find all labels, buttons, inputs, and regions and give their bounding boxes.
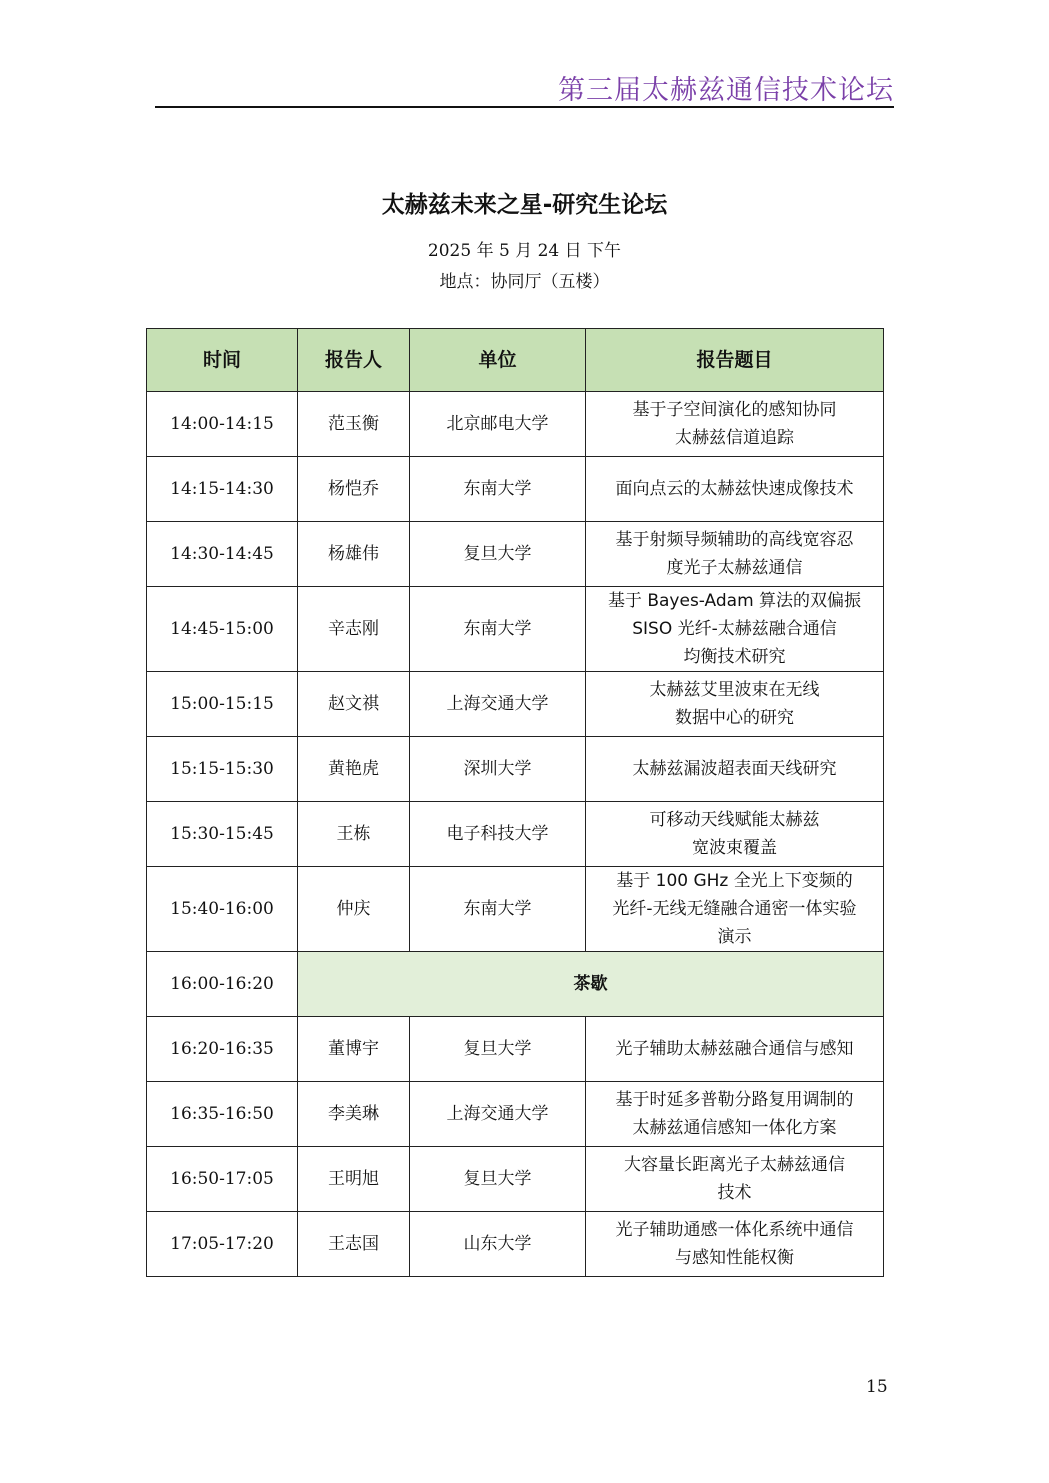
table-row [147,802,884,867]
time-cell: 16:00-16:20 [147,952,298,1017]
speaker-cell: 范玉衡 [298,392,410,457]
speaker-cell: 李美琳 [298,1082,410,1147]
unit-cell: 上海交通大学 [410,1082,586,1147]
unit-cell: 复旦大学 [410,1017,586,1082]
table-row [147,737,884,802]
speaker-cell: 杨恺乔 [298,457,410,522]
session-date: 2025 年 5 月 24 日 下午 [427,241,622,261]
time-cell: 15:40-16:00 [147,867,298,952]
topic-cell: 基于射频导频辅助的高线宽容忍 度光子太赫兹通信 [586,522,884,587]
schedule-table [146,328,884,1277]
page-number: 15 [866,1377,888,1397]
unit-cell: 深圳大学 [410,737,586,802]
topic-cell: 可移动天线赋能太赫兹 宽波束覆盖 [586,802,884,867]
break-cell: 茶歇 [298,952,884,1017]
table-row [147,1017,884,1082]
time-cell: 14:45-15:00 [147,587,298,672]
topic-cell: 基于 Bayes-Adam 算法的双偏振 SISO 光纤-太赫兹融合通信 均衡技术研究 [586,587,884,672]
table-row [147,392,884,457]
session-title: 太赫兹未来之星-研究生论坛 [381,192,668,218]
topic-cell: 光子辅助太赫兹融合通信与感知 [586,1017,884,1082]
table-header-row [147,329,884,392]
time-cell: 15:15-15:30 [147,737,298,802]
topic-cell: 光子辅助通感一体化系统中通信 与感知性能权衡 [586,1212,884,1277]
unit-cell: 北京邮电大学 [410,392,586,457]
time-cell: 15:30-15:45 [147,802,298,867]
running-header [155,62,894,108]
unit-cell: 东南大学 [410,587,586,672]
time-cell: 15:00-15:15 [147,672,298,737]
speaker-cell: 辛志刚 [298,587,410,672]
table-row [147,1082,884,1147]
break-row [147,952,884,1017]
unit-cell: 东南大学 [410,867,586,952]
topic-cell: 基于子空间演化的感知协同 太赫兹信道追踪 [586,392,884,457]
table-row [147,867,884,952]
table-row [147,457,884,522]
time-cell: 14:30-14:45 [147,522,298,587]
unit-cell: 复旦大学 [410,1147,586,1212]
column-header-speaker: 报告人 [298,329,410,392]
speaker-cell: 王明旭 [298,1147,410,1212]
column-header-unit: 单位 [410,329,586,392]
unit-cell: 上海交通大学 [410,672,586,737]
forum-title: 第三届太赫兹通信技术论坛 [558,75,894,106]
time-cell: 14:00-14:15 [147,392,298,457]
speaker-cell: 仲庆 [298,867,410,952]
topic-cell: 太赫兹漏波超表面天线研究 [586,737,884,802]
time-cell: 14:15-14:30 [147,457,298,522]
unit-cell: 山东大学 [410,1212,586,1277]
topic-cell: 面向点云的太赫兹快速成像技术 [586,457,884,522]
table-row [147,1147,884,1212]
time-cell: 16:35-16:50 [147,1082,298,1147]
speaker-cell: 黄艳虎 [298,737,410,802]
speaker-cell: 赵文祺 [298,672,410,737]
schedule-body [147,392,884,1277]
unit-cell: 复旦大学 [410,522,586,587]
column-header-topic: 报告题目 [586,329,884,392]
speaker-cell: 董博宇 [298,1017,410,1082]
table-row [147,522,884,587]
table-row [147,1212,884,1277]
time-cell: 16:20-16:35 [147,1017,298,1082]
topic-cell: 基于时延多普勒分路复用调制的 太赫兹通信感知一体化方案 [586,1082,884,1147]
topic-cell: 基于 100 GHz 全光上下变频的 光纤-无线无缝融合通密一体实验 演示 [586,867,884,952]
column-header-time: 时间 [147,329,298,392]
topic-cell: 太赫兹艾里波束在无线 数据中心的研究 [586,672,884,737]
time-cell: 16:50-17:05 [147,1147,298,1212]
speaker-cell: 杨雄伟 [298,522,410,587]
time-cell: 17:05-17:20 [147,1212,298,1277]
session-venue: 地点：协同厅（五楼） [439,272,610,292]
speaker-cell: 王志国 [298,1212,410,1277]
topic-cell: 大容量长距离光子太赫兹通信 技术 [586,1147,884,1212]
unit-cell: 东南大学 [410,457,586,522]
unit-cell: 电子科技大学 [410,802,586,867]
table-row [147,672,884,737]
table-row [147,587,884,672]
speaker-cell: 王栋 [298,802,410,867]
